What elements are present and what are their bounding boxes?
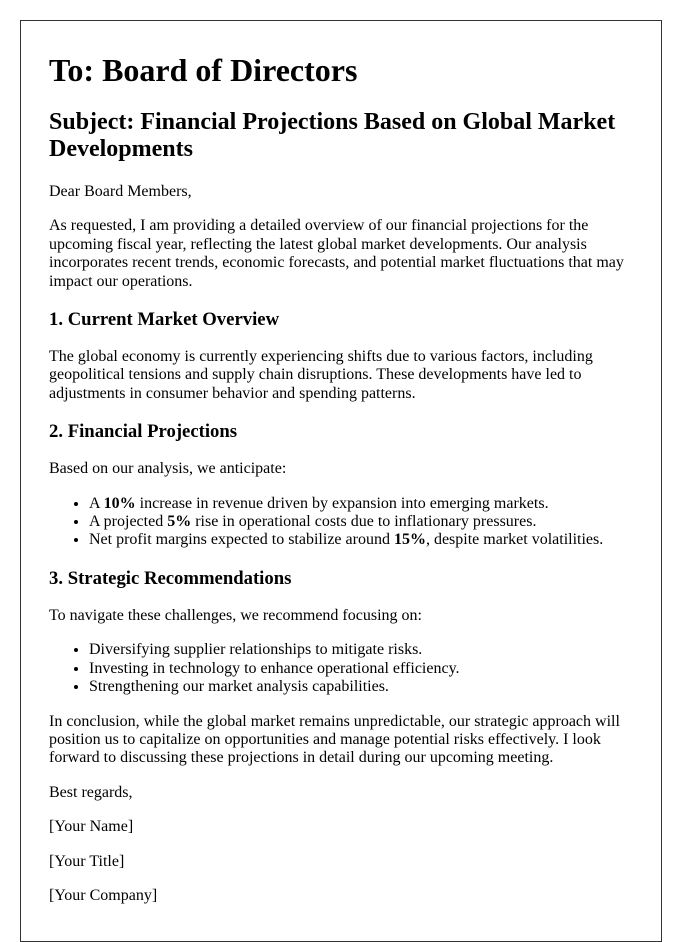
list-item-highlight: 5% — [167, 513, 192, 531]
signature-company: [Your Company] — [49, 886, 158, 904]
section-heading: 3. Strategic Recommendations — [49, 567, 292, 589]
section-text: Based on our analysis, we anticipate: — [49, 460, 287, 478]
list-item — [89, 531, 633, 549]
list-item-text: Net profit margins expected to stabilize around — [89, 531, 394, 549]
greeting: Dear Board Members, — [49, 183, 192, 200]
list-item: • Diversifying supplier relationships to mitigate risks. — [89, 641, 633, 659]
list-item-highlight: 10% — [103, 494, 136, 512]
letter — [20, 20, 662, 942]
recipient-heading: To: Board of Directors — [49, 52, 358, 88]
projections-list — [49, 495, 633, 550]
section-heading: 1. Current Market Overview — [49, 309, 280, 331]
list-item-text: rise in operational costs due to inflationary pressures. — [191, 513, 537, 531]
list-item-text: increase in revenue driven by expansion into emerging markets. — [135, 494, 549, 512]
signature-title: [Your Title] — [49, 852, 125, 870]
list-item — [89, 495, 633, 513]
subject-heading: Subject: Financial Projections Based on Global Market Developments — [49, 109, 616, 162]
recommendations-list — [49, 641, 633, 696]
section-text: The global economy is currently experiencing shifts due to various factors, including geopolitical tensions and supply chain disruptions. These developments have led to adjustments in consumer behavior and spending patterns. — [49, 348, 593, 402]
list-item: • Investing in technology to enhance operational efficiency. — [89, 660, 633, 678]
section-heading: 2. Financial Projections — [49, 421, 238, 443]
section-text: To navigate these challenges, we recommend focusing on: — [49, 606, 422, 624]
list-item-text: A — [89, 494, 104, 512]
closing: Best regards, — [49, 783, 133, 801]
list-item-text: , despite market volatilities. — [425, 531, 604, 549]
list-item-text: A projected — [89, 513, 168, 531]
list-item: • Strengthening our market analysis capabilities. — [89, 678, 633, 696]
signature-name: [Your Name] — [49, 818, 134, 836]
list-item — [89, 513, 633, 531]
list-item-highlight: 15% — [393, 531, 426, 549]
conclusion-paragraph: In conclusion, while the global market remains unpredictable, our strategic approach will position us to capitalize on opportunities and manage potential risks effectively. I look forward to discussing these projections in detail during our upcoming meeting. — [49, 712, 620, 767]
intro-paragraph: As requested, I am providing a detailed overview of our financial projections for the upcoming fiscal year, reflecting the latest global market developments. Our analysis incorporates recent trends, economic forecasts, and potential market fluctuations that may impact our operations. — [49, 217, 624, 290]
